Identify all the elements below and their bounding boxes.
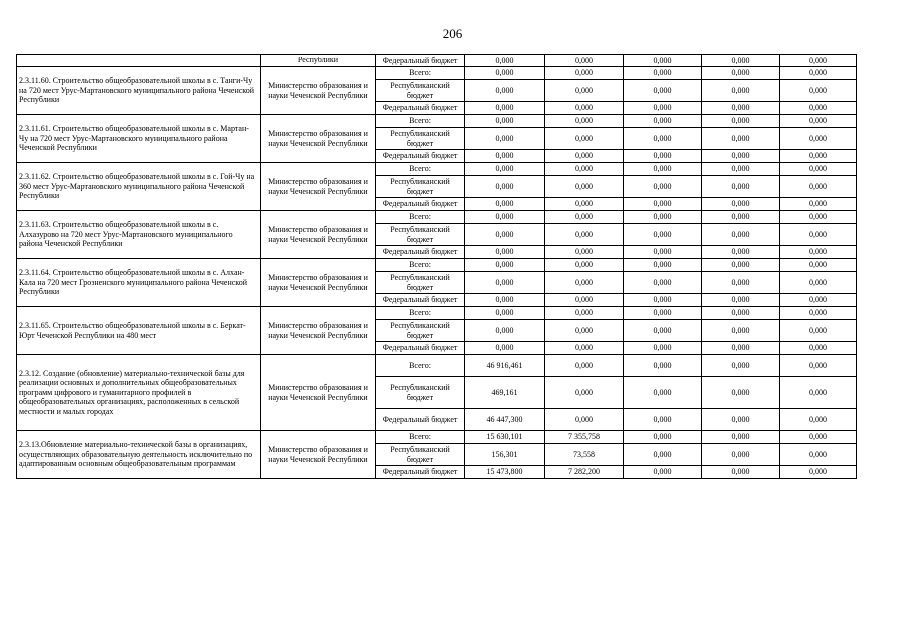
value-cell: 469,161 (465, 377, 545, 409)
value-cell: 15 630,101 (465, 431, 545, 444)
value-cell: 7 355,758 (545, 431, 624, 444)
value-cell: 0,000 (780, 211, 857, 224)
value-cell: 0,000 (624, 246, 702, 259)
value-cell: 0,000 (780, 444, 857, 466)
value-cell: 0,000 (702, 55, 780, 67)
value-cell: 0,000 (624, 55, 702, 67)
value-cell: 0,000 (624, 176, 702, 198)
value-cell: 0,000 (624, 307, 702, 320)
value-cell: 0,000 (624, 128, 702, 150)
value-cell: 0,000 (545, 355, 624, 377)
funding-source-cell: Федеральный бюджет (376, 246, 465, 259)
value-cell: 0,000 (465, 55, 545, 67)
value-cell: 0,000 (545, 246, 624, 259)
value-cell: 0,000 (465, 80, 545, 102)
budget-table (16, 54, 857, 479)
value-cell: 0,000 (545, 67, 624, 80)
value-cell: 0,000 (624, 198, 702, 211)
table-row (17, 55, 857, 67)
value-cell: 0,000 (780, 259, 857, 272)
value-cell: 0,000 (545, 307, 624, 320)
value-cell: 0,000 (545, 102, 624, 115)
value-cell: 0,000 (702, 259, 780, 272)
value-cell: 0,000 (702, 115, 780, 128)
value-cell: 0,000 (624, 342, 702, 355)
value-cell: 0,000 (624, 444, 702, 466)
value-cell: 0,000 (780, 67, 857, 80)
item-name-cell: 2.3.11.63. Строительство общеобразовательной школы в с. Алхазурово на 720 мест Урус-Мартановского муниципального района Чеченской Республики (17, 211, 261, 259)
value-cell: 0,000 (624, 211, 702, 224)
value-cell: 0,000 (780, 431, 857, 444)
funding-source-cell: Федеральный бюджет (376, 102, 465, 115)
value-cell: 0,000 (702, 444, 780, 466)
value-cell: 0,000 (545, 163, 624, 176)
table-row (17, 211, 857, 224)
value-cell: 0,000 (465, 342, 545, 355)
item-name-cell: 2.3.11.64. Строительство общеобразовательной школы в с. Алхан-Кала на 720 мест Грозненского муниципального района Чеченской Республики (17, 259, 261, 307)
table-row (17, 307, 857, 320)
value-cell: 0,000 (624, 102, 702, 115)
item-name-cell: 2.3.11.60. Строительство общеобразовательной школы в с. Танги-Чу на 720 мест Урус-Мартановского муниципального района Чеченской Республики (17, 67, 261, 115)
value-cell: 0,000 (545, 272, 624, 294)
value-cell: 0,000 (545, 224, 624, 246)
value-cell: 0,000 (702, 128, 780, 150)
value-cell: 0,000 (702, 80, 780, 102)
value-cell: 0,000 (624, 67, 702, 80)
value-cell: 0,000 (780, 115, 857, 128)
value-cell: 0,000 (465, 176, 545, 198)
value-cell: 0,000 (545, 377, 624, 409)
funding-source-cell: Федеральный бюджет (376, 466, 465, 479)
item-name-cell: 2.3.11.61. Строительство общеобразовательной школы в с. Мартан-Чу на 720 мест Урус-Мартановского муниципального района Чеченской Республики (17, 115, 261, 163)
responsible-cell: Министерство образования и науки Чеченской Республики (261, 355, 376, 431)
funding-source-cell: Всего: (376, 67, 465, 80)
funding-source-cell: Республиканский бюджет (376, 176, 465, 198)
funding-source-cell: Всего: (376, 211, 465, 224)
funding-source-cell: Республиканский бюджет (376, 128, 465, 150)
value-cell: 0,000 (465, 224, 545, 246)
value-cell: 0,000 (702, 294, 780, 307)
value-cell: 0,000 (702, 224, 780, 246)
funding-source-cell: Федеральный бюджет (376, 198, 465, 211)
value-cell: 0,000 (465, 198, 545, 211)
value-cell: 0,000 (780, 355, 857, 377)
funding-source-cell: Федеральный бюджет (376, 342, 465, 355)
value-cell: 15 473,800 (465, 466, 545, 479)
value-cell: 0,000 (780, 320, 857, 342)
responsible-cell (261, 55, 376, 67)
value-cell: 0,000 (624, 409, 702, 431)
value-cell: 0,000 (545, 115, 624, 128)
funding-source-cell: Федеральный бюджет (376, 294, 465, 307)
table-row (17, 355, 857, 377)
value-cell: 0,000 (780, 176, 857, 198)
value-cell: 46 447,300 (465, 409, 545, 431)
value-cell: 0,000 (702, 409, 780, 431)
value-cell: 0,000 (702, 163, 780, 176)
value-cell: 0,000 (624, 259, 702, 272)
value-cell: 0,000 (465, 307, 545, 320)
funding-source-cell: Республиканский бюджет (376, 444, 465, 466)
table-row (17, 163, 857, 176)
value-cell: 0,000 (780, 163, 857, 176)
value-cell: 0,000 (624, 355, 702, 377)
value-cell: 0,000 (702, 246, 780, 259)
responsible-cell: Министерство образования и науки Чеченской Республики (261, 307, 376, 355)
value-cell: 0,000 (780, 80, 857, 102)
value-cell: 0,000 (465, 150, 545, 163)
funding-source-cell: Республиканский бюджет (376, 80, 465, 102)
value-cell: 0,000 (545, 150, 624, 163)
page-number: 206 (442, 26, 463, 41)
value-cell: 0,000 (465, 259, 545, 272)
value-cell: 0,000 (702, 431, 780, 444)
value-cell: 0,000 (780, 246, 857, 259)
funding-source-cell: Всего: (376, 307, 465, 320)
value-cell: 0,000 (780, 466, 857, 479)
value-cell: 0,000 (545, 198, 624, 211)
funding-source-cell: Федеральный бюджет (376, 150, 465, 163)
value-cell: 0,000 (545, 80, 624, 102)
table-row (17, 67, 857, 80)
value-cell: 0,000 (465, 211, 545, 224)
responsible-cell: Министерство образования и науки Чеченской Республики (261, 67, 376, 115)
value-cell: 0,000 (624, 150, 702, 163)
value-cell: 7 282,200 (545, 466, 624, 479)
value-cell: 0,000 (465, 67, 545, 80)
value-cell: 0,000 (780, 224, 857, 246)
value-cell: 0,000 (545, 176, 624, 198)
value-cell: 0,000 (624, 466, 702, 479)
value-cell: 0,000 (780, 198, 857, 211)
responsible-cell: Министерство образования и науки Чеченской Республики (261, 259, 376, 307)
value-cell: 0,000 (465, 128, 545, 150)
funding-source-cell: Республиканский бюджет (376, 224, 465, 246)
value-cell: 0,000 (545, 55, 624, 67)
value-cell: 0,000 (780, 294, 857, 307)
item-name-cell (17, 55, 261, 67)
value-cell: 0,000 (702, 67, 780, 80)
funding-source-cell: Федеральный бюджет (376, 55, 465, 67)
value-cell: 0,000 (545, 294, 624, 307)
value-cell: 0,000 (624, 163, 702, 176)
value-cell: 0,000 (465, 102, 545, 115)
clipped-text (263, 57, 373, 65)
responsible-cell: Министерство образования и науки Чеченской Республики (261, 115, 376, 163)
value-cell: 0,000 (624, 431, 702, 444)
value-cell: 0,000 (624, 272, 702, 294)
value-cell: 0,000 (780, 409, 857, 431)
value-cell: 0,000 (702, 198, 780, 211)
item-name-cell: 2.3.11.62. Строительство общеобразовательной школы в с. Гой-Чу на 360 мест Урус-Мартановского муниципального района Чеченской Республики (17, 163, 261, 211)
table-row (17, 115, 857, 128)
value-cell: 46 916,461 (465, 355, 545, 377)
value-cell: 0,000 (702, 355, 780, 377)
funding-source-cell: Республиканский бюджет (376, 320, 465, 342)
value-cell: 0,000 (780, 55, 857, 67)
funding-source-cell: Республиканский бюджет (376, 272, 465, 294)
value-cell: 0,000 (780, 377, 857, 409)
funding-source-cell: Федеральный бюджет (376, 409, 465, 431)
value-cell: 0,000 (702, 102, 780, 115)
responsible-text: Республики (297, 56, 339, 64)
responsible-cell: Министерство образования и науки Чеченской Республики (261, 431, 376, 479)
value-cell: 0,000 (624, 115, 702, 128)
value-cell: 156,301 (465, 444, 545, 466)
value-cell: 0,000 (465, 320, 545, 342)
value-cell: 0,000 (624, 224, 702, 246)
value-cell: 0,000 (780, 307, 857, 320)
value-cell: 0,000 (465, 246, 545, 259)
value-cell: 0,000 (780, 102, 857, 115)
value-cell: 0,000 (780, 128, 857, 150)
value-cell: 0,000 (702, 377, 780, 409)
table-row (17, 259, 857, 272)
value-cell: 0,000 (702, 342, 780, 355)
value-cell: 0,000 (702, 150, 780, 163)
value-cell: 0,000 (545, 320, 624, 342)
value-cell: 0,000 (702, 466, 780, 479)
value-cell: 0,000 (702, 307, 780, 320)
value-cell: 0,000 (702, 211, 780, 224)
value-cell: 0,000 (545, 211, 624, 224)
funding-source-cell: Всего: (376, 431, 465, 444)
item-name-cell: 2.3.12. Создание (обновление) материально-технической базы для реализации основных и дополнительных общеобразовательных программ цифрового и гуманитарного профилей в общеобразовательных организациях, расположенных в сельской местности и малых городах (17, 355, 261, 431)
value-cell: 0,000 (465, 163, 545, 176)
value-cell: 0,000 (465, 294, 545, 307)
value-cell: 0,000 (624, 294, 702, 307)
funding-source-cell: Всего: (376, 259, 465, 272)
responsible-cell: Министерство образования и науки Чеченской Республики (261, 163, 376, 211)
value-cell: 0,000 (702, 272, 780, 294)
value-cell: 73,558 (545, 444, 624, 466)
value-cell: 0,000 (702, 320, 780, 342)
responsible-cell: Министерство образования и науки Чеченской Республики (261, 211, 376, 259)
item-name-cell: 2.3.13.Обновление материально-технической базы в организациях, осуществляющих образовательную деятельность исключительно по адаптированным основным общеобразовательным программам (17, 431, 261, 479)
value-cell: 0,000 (780, 150, 857, 163)
value-cell: 0,000 (624, 377, 702, 409)
value-cell: 0,000 (780, 342, 857, 355)
table-body (17, 55, 857, 479)
funding-source-cell: Всего: (376, 163, 465, 176)
value-cell: 0,000 (545, 259, 624, 272)
value-cell: 0,000 (702, 176, 780, 198)
funding-source-cell: Республиканский бюджет (376, 377, 465, 409)
value-cell: 0,000 (624, 320, 702, 342)
value-cell: 0,000 (545, 409, 624, 431)
value-cell: 0,000 (624, 80, 702, 102)
value-cell: 0,000 (545, 342, 624, 355)
funding-source-cell: Всего: (376, 355, 465, 377)
table-row (17, 431, 857, 444)
value-cell: 0,000 (465, 272, 545, 294)
item-name-cell: 2.3.11.65. Строительство общеобразовательной школы в с. Беркат-Юрт Чеченской Республики на 480 мест (17, 307, 261, 355)
value-cell: 0,000 (545, 128, 624, 150)
value-cell: 0,000 (465, 115, 545, 128)
funding-source-cell: Всего: (376, 115, 465, 128)
value-cell: 0,000 (780, 272, 857, 294)
